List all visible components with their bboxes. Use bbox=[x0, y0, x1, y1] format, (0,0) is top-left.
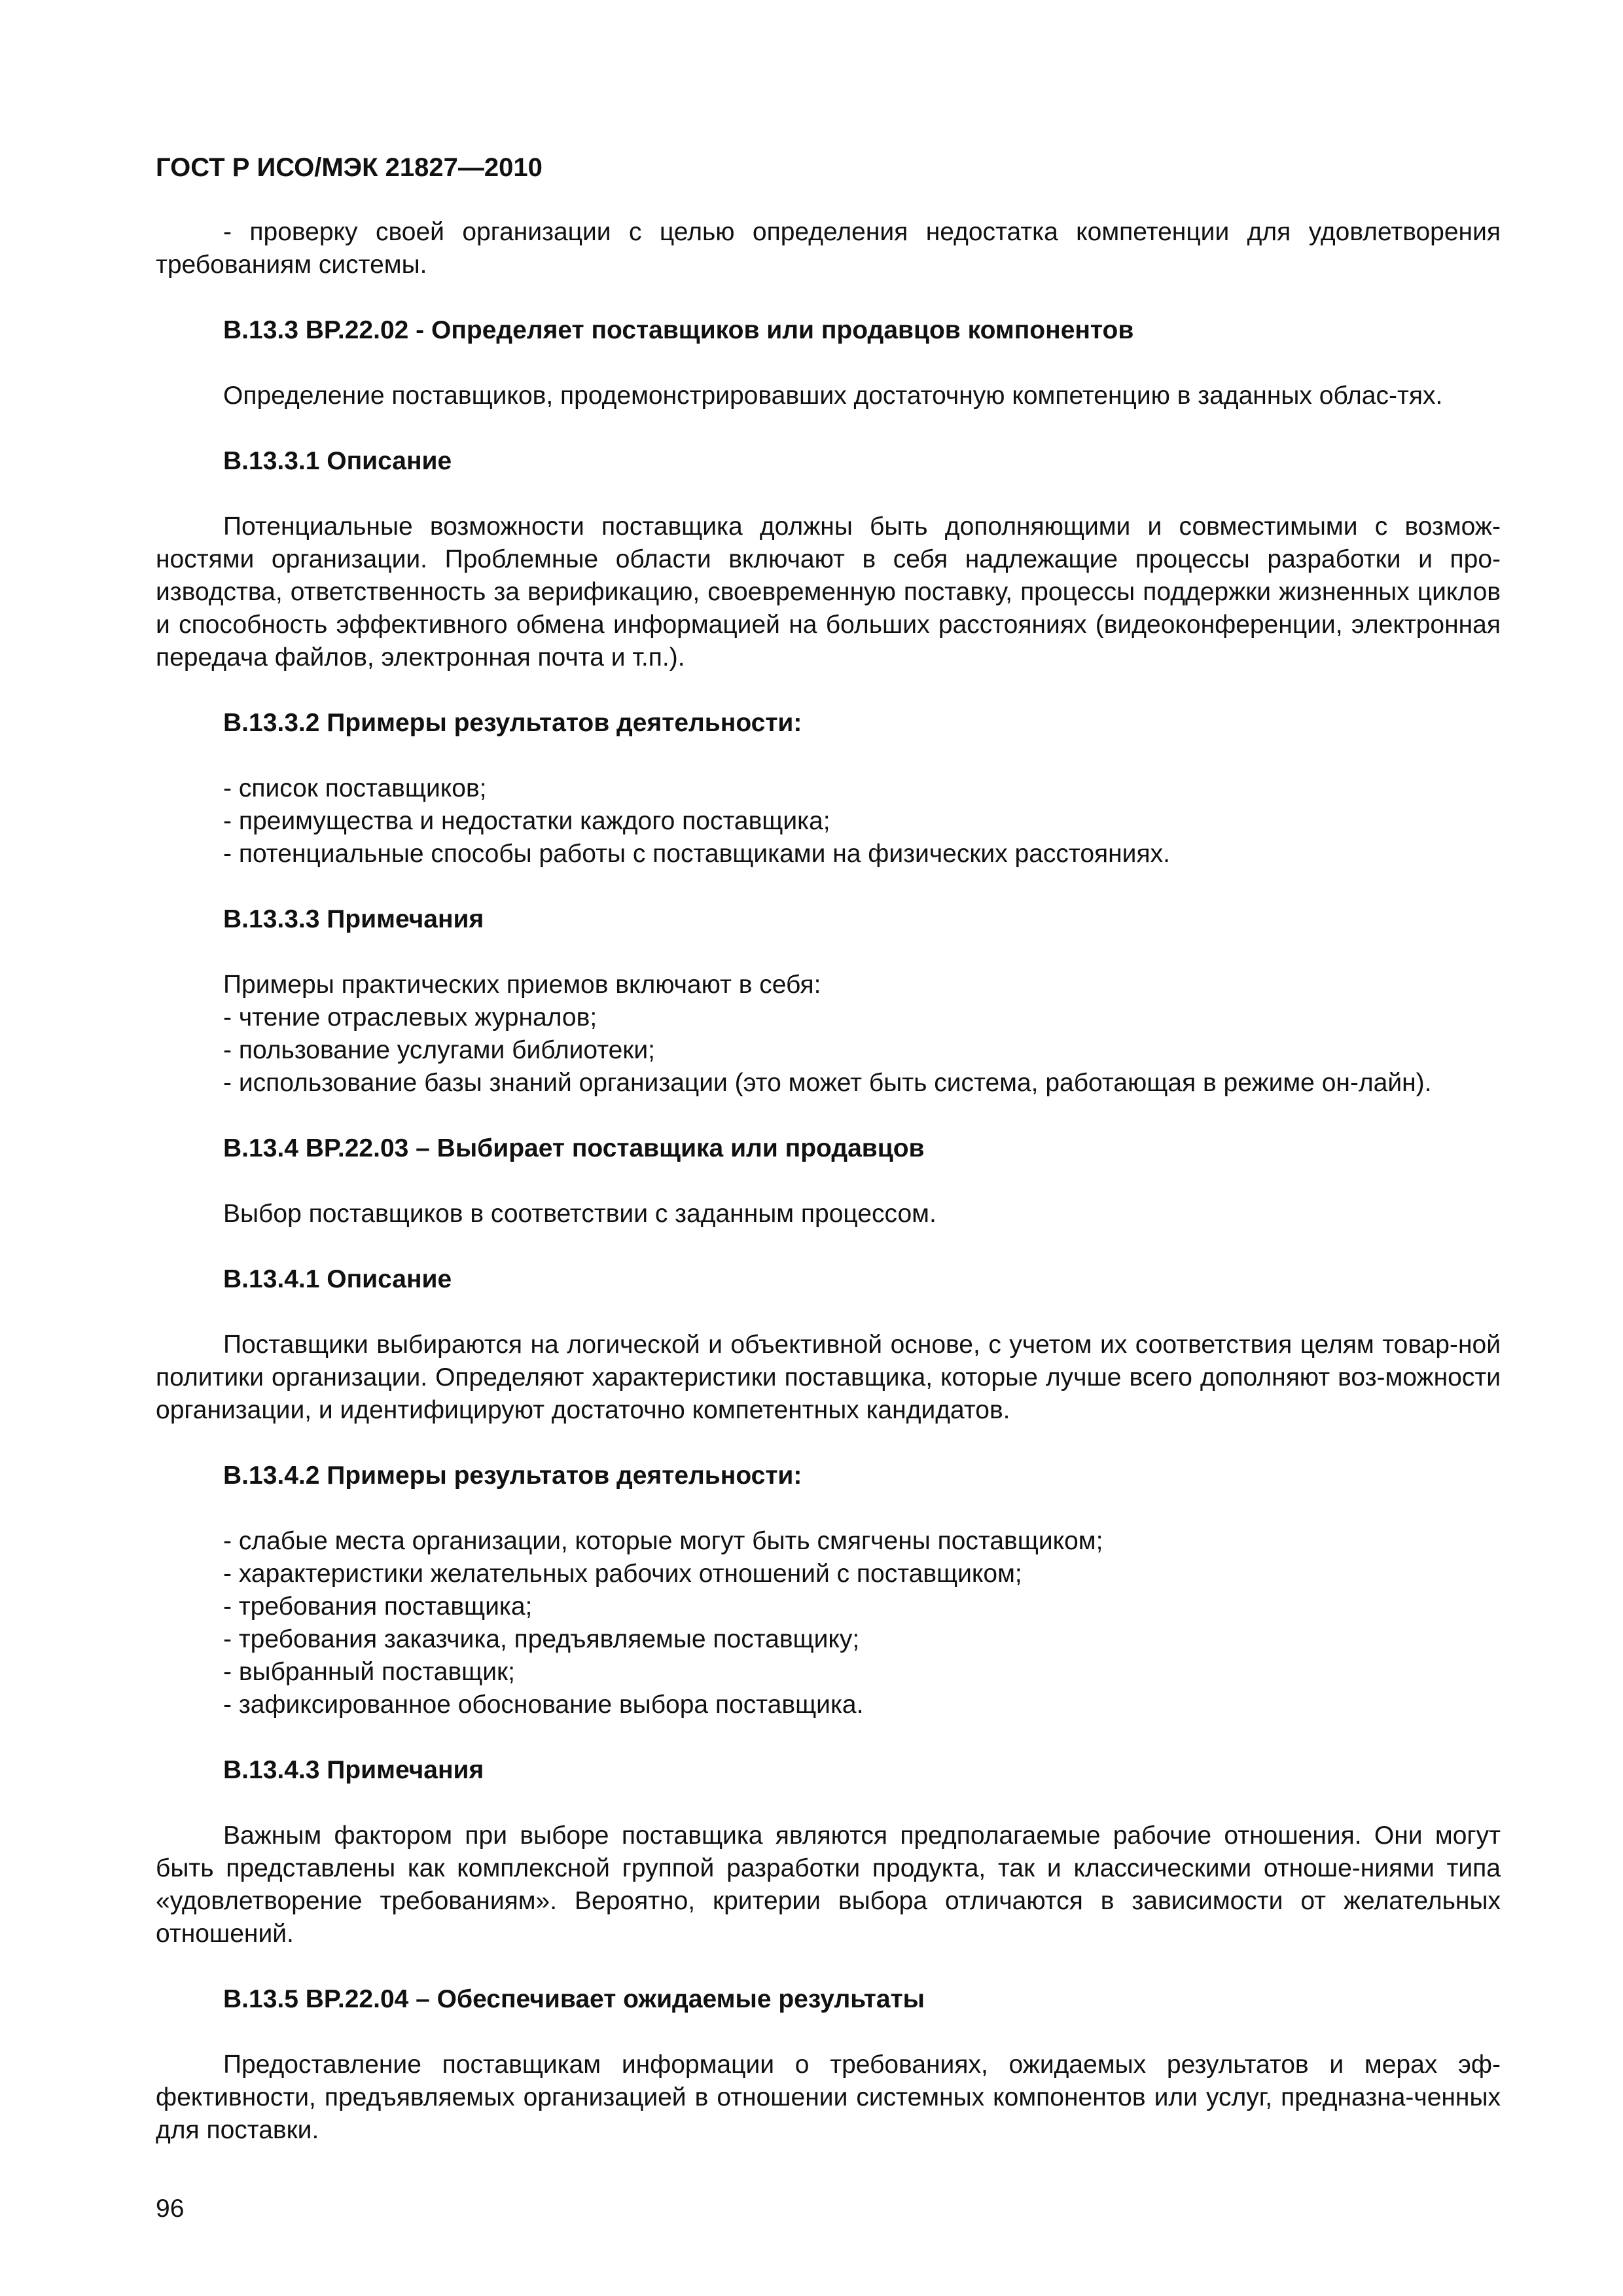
results-list bbox=[156, 1525, 1501, 1721]
paragraph: Потенциальные возможности поставщика должны быть дополняющими и совместимыми с возмож-ностями организации. Проблемные области включают в себя надлежащие процессы разработки и про-изводства, ответственность за верификацию, своевременную поставку, процессы поддержки жизненных циклов и способность эффективного обмена информацией на больших расстояниях (видеоконференции, электронная передача файлов, электронная почта и т.п.). bbox=[156, 512, 1501, 672]
list-item: - список поставщиков; bbox=[223, 774, 487, 802]
list-item: - слабые места организации, которые могут быть смягчены поставщиком; bbox=[223, 1527, 1103, 1555]
list-item: - требования поставщика; bbox=[223, 1592, 533, 1621]
list-item: - использование базы знаний организации (это может быть система, работающая в режиме он-лайн). bbox=[223, 1069, 1432, 1097]
section-heading: B.13.3.1 Описание bbox=[223, 447, 452, 475]
section-heading: B.13.4 BP.22.03 – Выбирает поставщика или продавцов bbox=[223, 1134, 925, 1162]
list-item: - преимущества и недостатки каждого поставщика; bbox=[223, 807, 830, 835]
section-heading: B.13.4.3 Примечания bbox=[223, 1756, 484, 1784]
section-heading: B.13.3.2 Примеры результатов деятельности: bbox=[223, 709, 802, 737]
document-header: ГОСТ Р ИСО/МЭК 21827—2010 bbox=[156, 153, 543, 182]
section-heading: B.13.3 BP.22.02 - Определяет поставщиков или продавцов компонентов bbox=[223, 316, 1134, 344]
paragraph: Предоставление поставщикам информации о требованиях, ожидаемых результатов и мерах эф-фективности, предъявляемых организацией в отношении системных компонентов или услуг, предназна-ченных для поставки. bbox=[156, 2051, 1501, 2144]
page-number: 96 bbox=[156, 2195, 185, 2223]
section-heading: B.13.4.2 Примеры результатов деятельности: bbox=[223, 1462, 802, 1490]
list-item: - выбранный поставщик; bbox=[223, 1658, 515, 1686]
paragraph: - проверку своей организации с целью определения недостатка компетенции для удовлетворения требованиям системы. bbox=[156, 218, 1501, 279]
paragraph: Примеры практических приемов включают в себя: bbox=[223, 971, 821, 999]
list-item: - характеристики желательных рабочих отношений с поставщиком; bbox=[223, 1560, 1022, 1588]
section-heading: B.13.3.3 Примечания bbox=[223, 905, 484, 933]
paragraph: Поставщики выбираются на логической и объективной основе, с учетом их соответствия целям товар-ной политики организации. Определяют характеристики поставщика, которые лучше всего дополняют воз-можности организации, и идентифицируют достаточно компетентных кандидатов. bbox=[156, 1331, 1501, 1424]
list-item: - требования заказчика, предъявляемые поставщику; bbox=[223, 1625, 860, 1653]
list-item: - чтение отраслевых журналов; bbox=[223, 1003, 597, 1031]
section-heading: B.13.4.1 Описание bbox=[223, 1265, 452, 1293]
list-item: - зафиксированное обоснование выбора поставщика. bbox=[223, 1691, 864, 1719]
section-heading: B.13.5 BP.22.04 – Обеспечивает ожидаемые результаты bbox=[223, 1985, 925, 2013]
results-list bbox=[156, 772, 1501, 870]
paragraph: Определение поставщиков, продемонстрировавших достаточную компетенцию в заданных облас-тях. bbox=[223, 382, 1443, 410]
practices-list bbox=[156, 1001, 1501, 1100]
list-item: - пользование услугами библиотеки; bbox=[223, 1036, 655, 1064]
paragraph: Выбор поставщиков в соответствии с заданным процессом. bbox=[223, 1200, 936, 1228]
list-item: - потенциальные способы работы с поставщиками на физических расстояниях. bbox=[223, 840, 1170, 868]
paragraph: Важным фактором при выборе поставщика являются предполагаемые рабочие отношения. Они могут быть представлены как комплексной группой разработки продукта, так и классическими отноше-ниями типа «удовлетворение требованиям». Вероятно, критерии выбора отличаются в зависимости от желательных отношений. bbox=[156, 1821, 1501, 1948]
document-body bbox=[156, 216, 1501, 2147]
